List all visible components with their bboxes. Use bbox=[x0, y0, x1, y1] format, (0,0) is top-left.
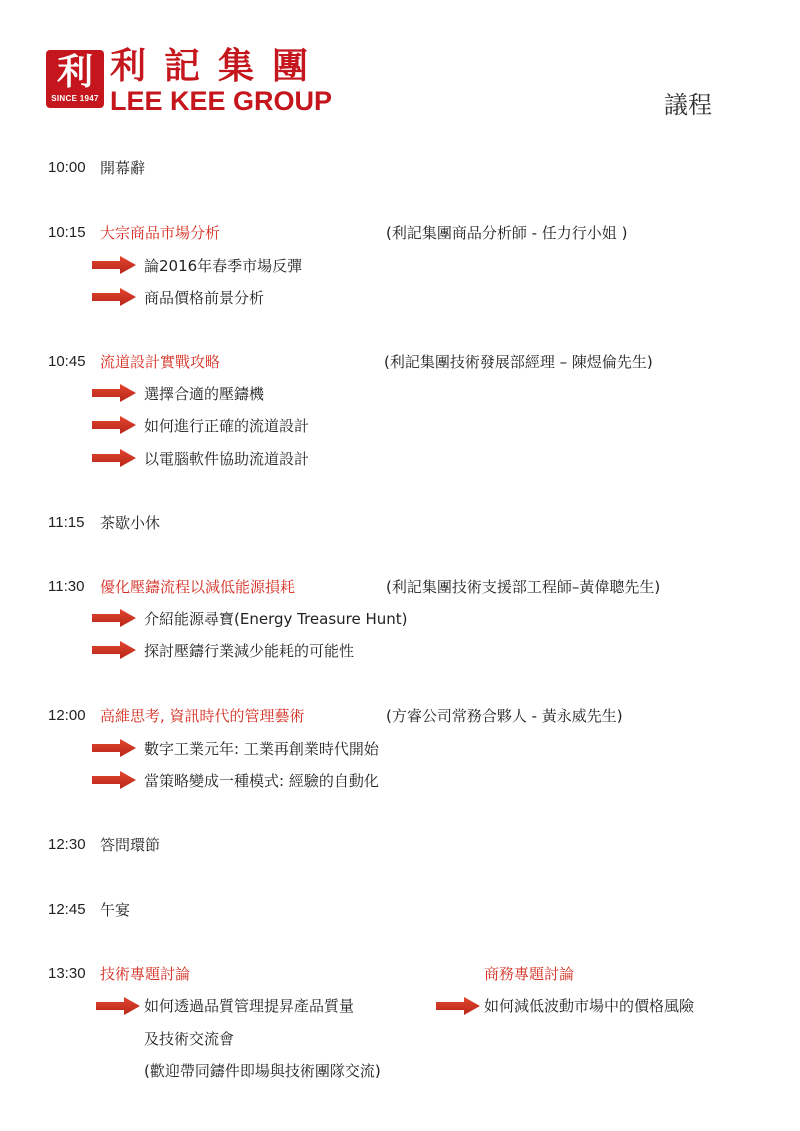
session-title: 開幕辭 bbox=[100, 159, 146, 177]
session-time: 13:30 bbox=[48, 965, 86, 982]
agenda-point: 當策略變成一種模式: 經驗的自動化 bbox=[144, 772, 379, 790]
session-time: 11:15 bbox=[48, 514, 85, 531]
agenda-point: 商品價格前景分析 bbox=[144, 289, 265, 307]
session-title: 大宗商品市場分析 bbox=[100, 224, 221, 242]
arrow-right-icon bbox=[92, 641, 136, 659]
arrow-right-icon bbox=[92, 771, 136, 789]
session-speaker: (利記集團技術發展部經理 – 陳煜倫先生) bbox=[384, 353, 653, 371]
session-title: 技術專題討論 bbox=[100, 965, 191, 983]
arrow-right-icon bbox=[92, 609, 136, 627]
session-title: 高維思考, 資訊時代的管理藝術 bbox=[100, 707, 305, 725]
arrow-right-icon bbox=[96, 997, 140, 1015]
agenda-point: 如何進行正確的流道設計 bbox=[144, 417, 310, 435]
session-speaker: (利記集團商品分析師 - 任力行小姐 ) bbox=[386, 224, 628, 242]
arrow-right-icon bbox=[92, 739, 136, 757]
arrow-right-icon bbox=[92, 384, 136, 402]
logo-glyph: 利 bbox=[56, 52, 93, 93]
logo-mark bbox=[46, 50, 104, 108]
session-title: 答問環節 bbox=[100, 836, 161, 854]
session-time: 11:30 bbox=[48, 578, 85, 595]
arrow-right-icon bbox=[436, 997, 480, 1015]
session-time: 12:45 bbox=[48, 901, 86, 918]
session-title: 優化壓鑄流程以減低能源損耗 bbox=[100, 578, 296, 596]
agenda-point: 如何透過品質管理提昇產品質量 bbox=[144, 997, 355, 1015]
session-title: 茶歇小休 bbox=[100, 514, 161, 532]
agenda-point: 及技術交流會 bbox=[144, 1030, 235, 1048]
brand-name-english: LEE KEE GROUP bbox=[110, 86, 333, 116]
session-time: 10:15 bbox=[48, 224, 86, 241]
arrow-right-icon bbox=[92, 449, 136, 467]
page-title: 議程 bbox=[664, 91, 712, 119]
session-speaker: (方睿公司常務合夥人 - 黃永威先生) bbox=[386, 707, 623, 725]
session-time: 10:45 bbox=[48, 353, 86, 370]
agenda-point: (歡迎帶同鑄件即場與技術團隊交流) bbox=[144, 1062, 381, 1080]
session-title: 午宴 bbox=[100, 901, 131, 919]
arrow-right-icon bbox=[92, 288, 136, 306]
brand-name-chinese: 利記集團 bbox=[110, 45, 327, 87]
arrow-right-icon bbox=[92, 256, 136, 274]
agenda-point-business: 如何減低波動市場中的價格風險 bbox=[484, 997, 695, 1015]
logo-since: SINCE 1947 bbox=[51, 94, 99, 103]
agenda-point: 以電腦軟件協助流道設計 bbox=[144, 450, 310, 468]
agenda-point: 探討壓鑄行業減少能耗的可能性 bbox=[144, 642, 355, 660]
agenda-point: 介紹能源尋寶(Energy Treasure Hunt) bbox=[144, 610, 408, 628]
arrow-right-icon bbox=[92, 416, 136, 434]
agenda-point: 數字工業元年: 工業再創業時代開始 bbox=[144, 740, 379, 758]
session-title: 流道設計實戰攻略 bbox=[100, 353, 221, 371]
session-time: 10:00 bbox=[48, 159, 86, 176]
session-time: 12:30 bbox=[48, 836, 86, 853]
session-time: 12:00 bbox=[48, 707, 86, 724]
session-speaker: (利記集團技術支援部工程師–黃偉聰先生) bbox=[386, 578, 661, 596]
session-title-business: 商務專題討論 bbox=[484, 965, 575, 983]
agenda-point: 論2016年春季市場反彈 bbox=[144, 257, 303, 275]
agenda-point: 選擇合適的壓鑄機 bbox=[144, 385, 265, 403]
